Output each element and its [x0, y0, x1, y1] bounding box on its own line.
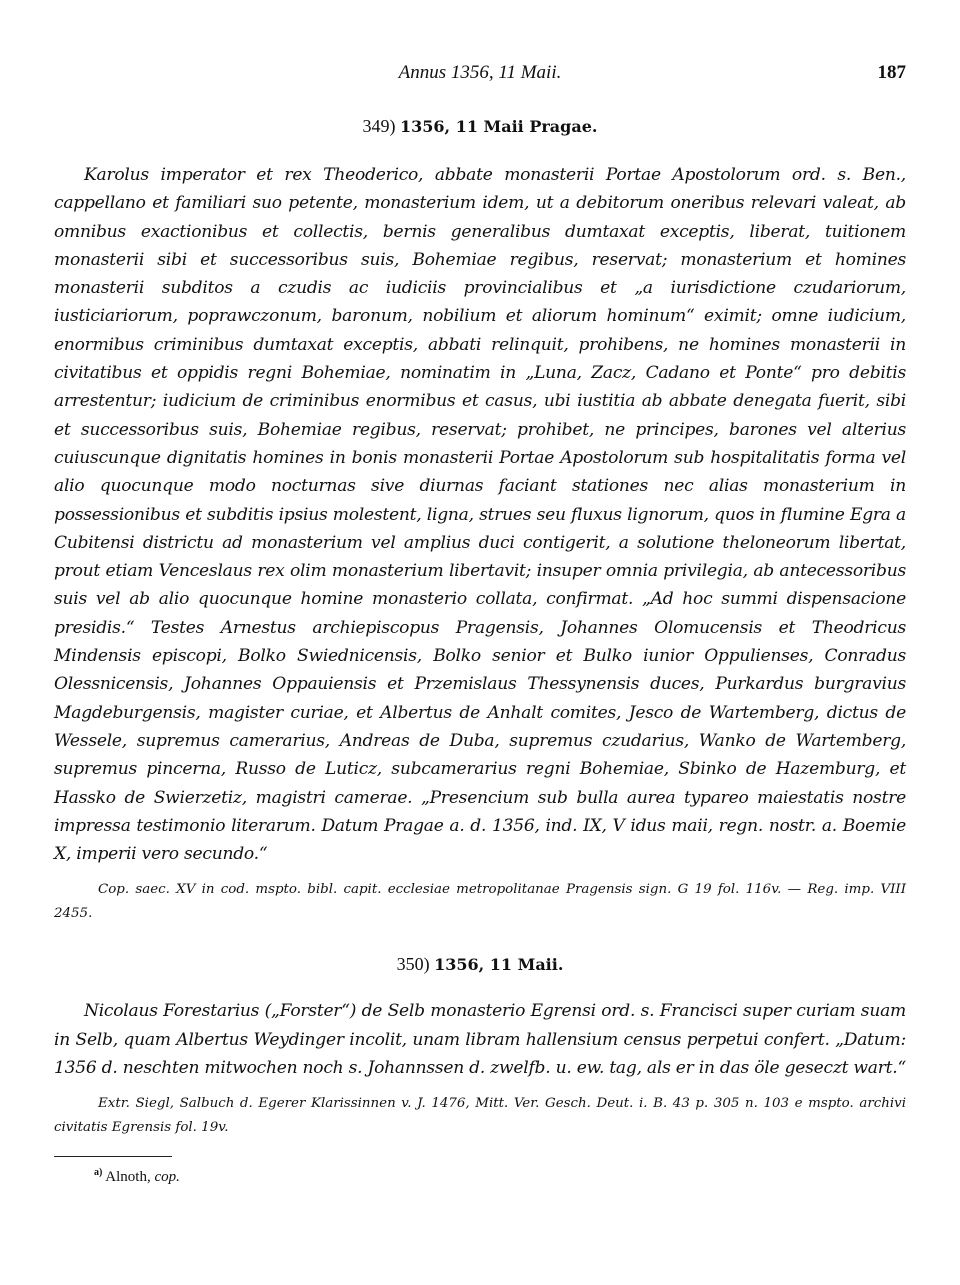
charter-date: 1356, 11 Maii. — [434, 955, 564, 975]
charter-date: 1356, 11 Maii Pragae. — [400, 117, 598, 136]
page-number: 187 — [877, 62, 906, 83]
running-title: Annus 1356, 11 Maii. — [398, 62, 562, 83]
running-head — [54, 62, 906, 88]
charter-number: 350) — [396, 954, 430, 975]
footnote-note: cop. — [154, 1169, 180, 1186]
charter-heading — [54, 116, 906, 137]
charter-source-note: Extr. Siegl, Salbuch d. Egerer Klarissinnen v. J. 1476, Mitt. Ver. Gesch. Deut. i. B. 43 p. 305 n. 103 e mspto. archivi civitatis Egrensis fol. 19v. — [54, 1096, 906, 1136]
footnote-name: Alnoth, — [105, 1169, 151, 1186]
charter-text: Nicolaus Forestarius („Forster“) de Selb monasterio Egrensi ord. s. Francisci super curiam suam in Selb, quam Albertus Weydinger incolit, unam libram hallensium census perpetui confert. „Datum: 1356 d. neschten mitwochen noch s. Johannssen d. zwelfb. u. ew. tag, als er in das öle geseczt wart.“ — [54, 1001, 906, 1079]
charter-text: Karolus imperator et rex Theoderico, abbate monasterii Portae Apostolorum ord. s. Ben., cappellano et familiari suo petente, monasterium idem, ut a debitorum oneribus relevari valeat, ab omnibus exactionibus et collectis, bernis generalibus dumtaxat exceptis, liberat, tuitionem monasterii sibi et successoribus suis, Bohemiae regibus, reservat; monasterium et homines monasterii subditos a czudis ac iudiciis provincialibus et „a iurisdictione czudariorum, iusticiariorum, poprawczonum, baronum, nobilium et aliorum hominum“ eximit; omne iudicium, enormibus criminibus dumtaxat exceptis, abbati relinquit, prohibens, ne homines monasterii in civitatibus et oppidis regni Bohemiae, nominatim in „Luna, Zacz, Cadano et Ponte“ pro debitis arrestentur; iudicium de criminibus enormibus et casus, ubi iustitia ab abbate denegata fuerit, sibi et successoribus suis, Bohemiae regibus, reservat; prohibet, ne principes, barones vel alterius cuiuscunque dignitatis homines in bonis monasterii Portae Apostolorum sub hospitalitatis forma vel alio quocunque modo nocturnas sive diurnas faciant stationes nec alias monasterium in possessionibus et subditis ipsius molestent, ligna, strues seu fluxus lignorum, quos in flumine Egra a Cubitensi districtu ad monasterium vel amplius duci contigerit, a solutione theloneorum libertat, prout etiam Venceslaus rex olim monasterium libertavit; insuper omnia privilegia, ab antecessoribus suis vel ab alio quocunque homine monasterio collata, confirmat. „Ad hoc summi dispensacione presidis.“ Testes Arnestus archiepiscopus Pragensis, Johannes Olomucensis et Theodricus Mindensis episcopi, Bolko Swiednicensis, Bolko senior et Bulko iunior Oppulienses, Conradus Olessnicensis, Johannes Oppauiensis et Przemislaus Thessynensis duces, Purkardus burgravius Magdeburgensis, magister curiae, et Albertus de Anhalt comites, Jesco de Wartemberg, dictus de Wessele, supremus camerarius, Andreas de Duba, supremus czudarius, Wanko de Wartemberg, supremus pincerna, Russo de Luticz, subcamerarius regni Bohemiae, Sbinko de Hazemburg, et Hassko de Swierzetiz, magistri camerae. „Presencium sub bulla aurea typareo maiestatis nostre impressa testimonio literarum. Datum Pragae a. d. 1356, ind. IX, V idus maii, regn. nostr. a. Boemie X, imperii vero secundo.“ — [54, 165, 906, 865]
footnote — [54, 1167, 906, 1186]
charter-350 — [54, 954, 906, 1140]
charter-heading — [54, 954, 906, 975]
footnote-mark: a) — [94, 1167, 103, 1179]
charter-349 — [54, 116, 906, 926]
charter-number: 349) — [362, 116, 396, 136]
footnote-divider — [54, 1156, 172, 1157]
charter-source-note: Cop. saec. XV in cod. mspto. bibl. capit. ecclesiae metropolitanae Pragensis sign. G 19 fol. 116v. — Reg. imp. VIII 2455. — [54, 882, 906, 922]
